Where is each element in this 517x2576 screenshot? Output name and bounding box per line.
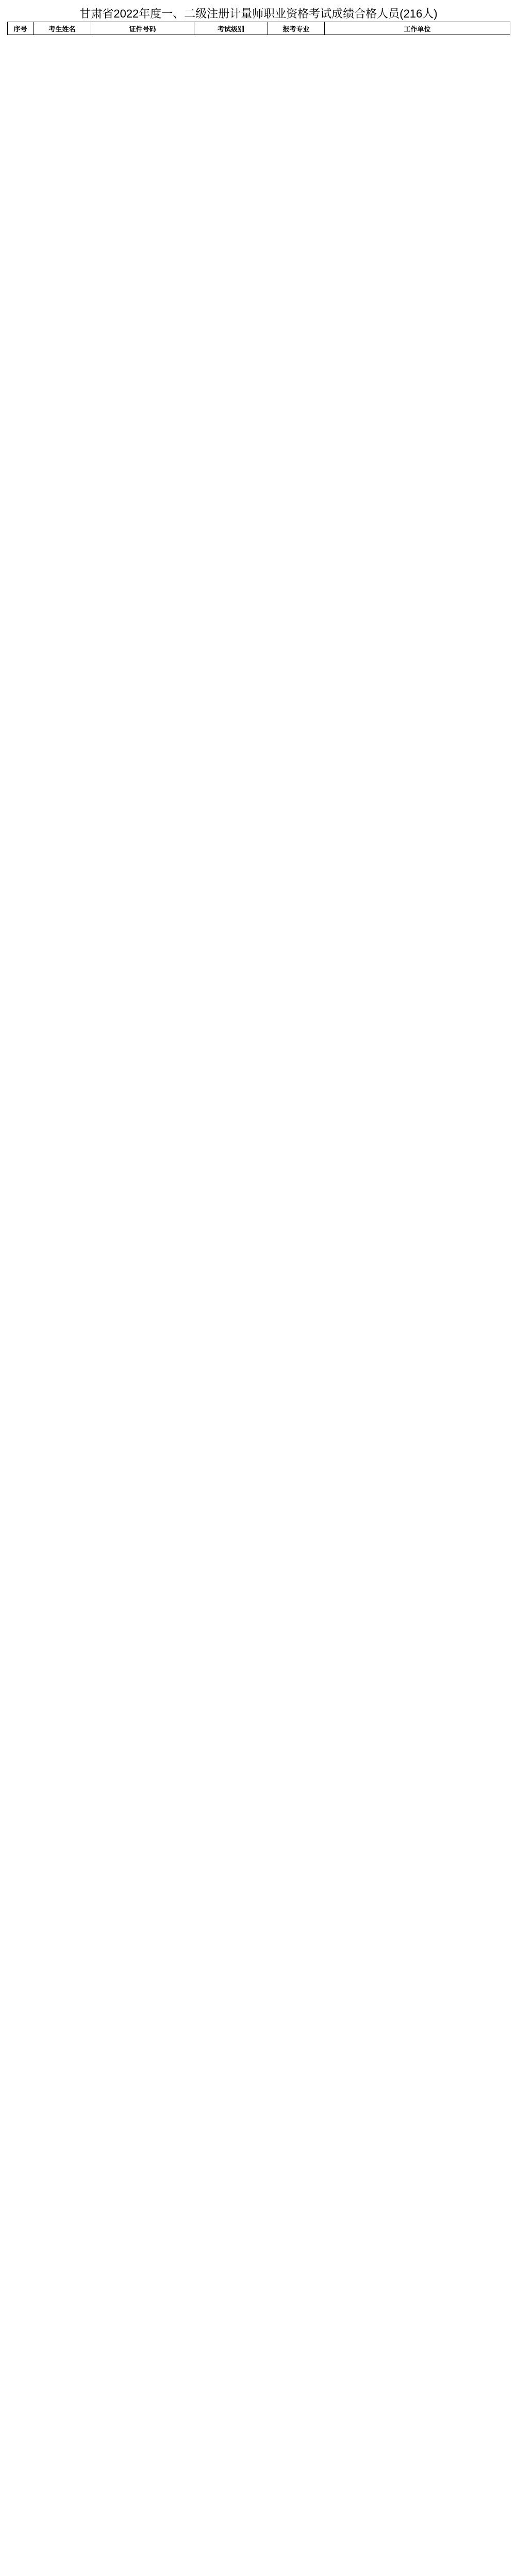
header-index: 序号	[8, 22, 34, 35]
header-id-number: 证件号码	[91, 22, 194, 35]
header-name: 考生姓名	[34, 22, 91, 35]
sheet-title: 甘肃省2022年度一、二级注册计量师职业资格考试成绩合格人员(216人)	[79, 7, 438, 20]
header-major: 报考专业	[268, 22, 325, 35]
header-exam-level: 考试级别	[194, 22, 268, 35]
header-employer: 工作单位	[325, 22, 510, 35]
header-row	[8, 22, 510, 35]
results-sheet	[7, 4, 510, 35]
results-table	[7, 22, 510, 35]
